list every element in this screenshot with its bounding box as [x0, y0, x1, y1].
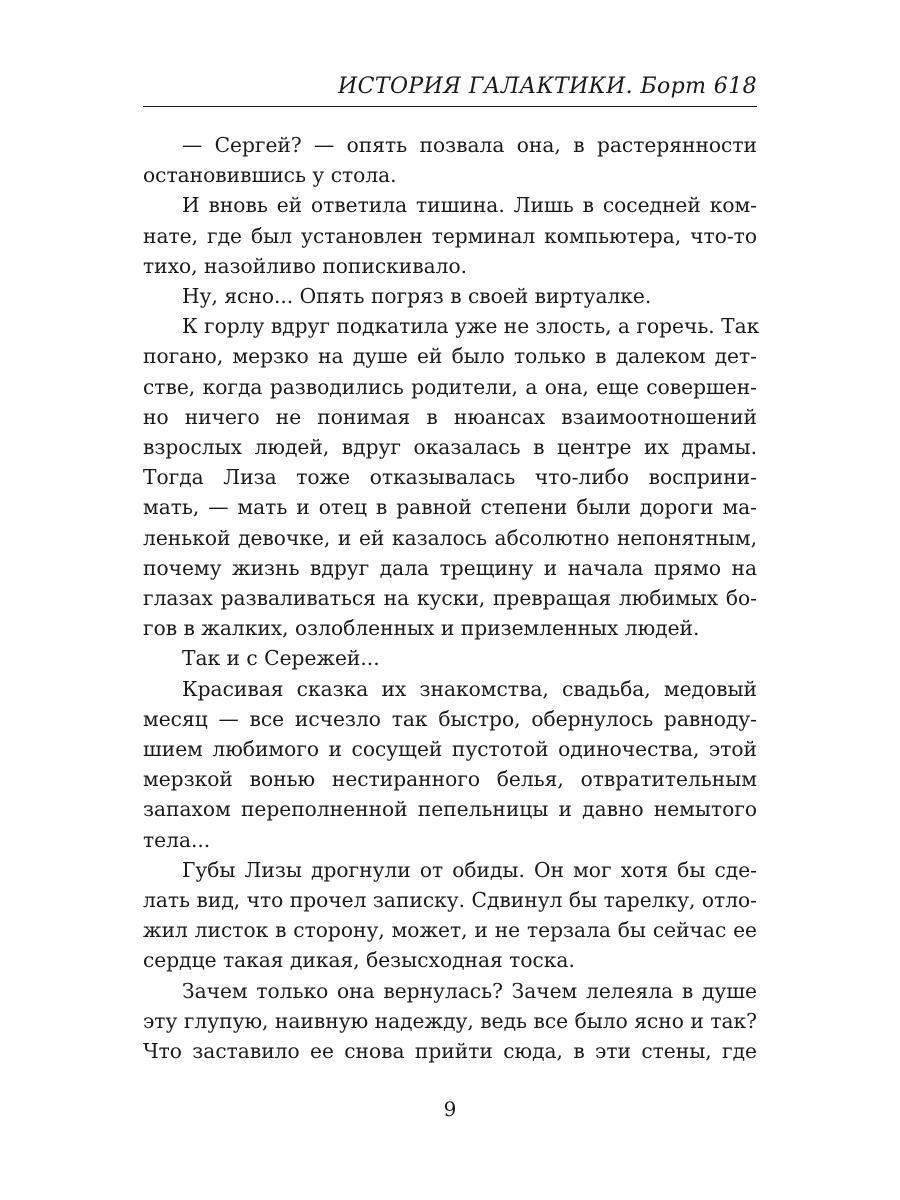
- text-line: погано, мерзко на душе ей было только в далеком дет-: [143, 344, 757, 369]
- text-line: гов в жалких, озлобленных и приземленных людей.: [143, 616, 700, 641]
- body-text: [143, 130, 760, 1066]
- paragraph: [143, 130, 757, 190]
- header-rule: [143, 106, 757, 107]
- text-line: месяц — все исчезло так быстро, обернулось равноду-: [143, 706, 757, 731]
- text-line: запахом переполненной пепельницы и давно немытого: [143, 797, 757, 822]
- text-line: тихо, назойливо попискивало.: [143, 253, 468, 278]
- text-line: но ничего не понимая в нюансах взаимоотношений: [143, 404, 757, 429]
- text-line: жил листок в сторону, может, и не терзала бы сейчас ее: [143, 918, 757, 943]
- text-line: эту глупую, наивную надежду, ведь все было ясно и так?: [143, 1008, 757, 1033]
- paragraph: [143, 674, 757, 855]
- text-line: Тогда Лиза тоже отказывалась что-либо восприни-: [143, 465, 757, 490]
- page-number: 9: [443, 1097, 457, 1121]
- text-line: К горлу вдруг подкатила уже не злость, а горечь. Так: [182, 314, 760, 339]
- text-line: почему жизнь вдруг дала трещину и начала прямо на: [143, 555, 757, 580]
- text-line: Что заставило ее снова прийти сюда, в эти стены, где: [143, 1039, 757, 1064]
- text-line: Губы Лизы дрогнули от обиды. Он мог хотя бы сде-: [182, 857, 757, 882]
- text-line: мать, — мать и отец в равной степени были дороги ма-: [143, 495, 757, 520]
- text-line: стве, когда разводились родители, а она, еще совершен-: [143, 374, 757, 399]
- paragraph: [143, 855, 757, 976]
- paragraph: [143, 281, 757, 311]
- paragraph: [143, 976, 757, 1067]
- text-line: глазах разваливаться на куски, превращая любимых бо-: [143, 586, 757, 611]
- text-line: взрослых людей, вдруг оказалась в центре их драмы.: [143, 435, 757, 460]
- text-line: — Сергей? — опять позвала она, в растерянности: [182, 133, 757, 157]
- text-line: шием любимого и сосущей пустотой одиночества, этой: [143, 737, 757, 762]
- text-line: мерзкой вонью нестиранного белья, отвратительным: [143, 767, 757, 792]
- text-line: лать вид, что прочел записку. Сдвинул бы тарелку, отло-: [143, 888, 757, 913]
- paragraph: [143, 190, 757, 281]
- paragraph: [143, 643, 757, 673]
- paragraph: [143, 311, 760, 643]
- text-line: Ну, ясно... Опять погряз в своей виртуалке.: [182, 284, 652, 309]
- text-line: сердце такая дикая, безысходная тоска.: [143, 948, 575, 973]
- text-line: Красивая сказка их знакомства, свадьба, медовый: [182, 676, 757, 701]
- text-line: И вновь ей ответила тишина. Лишь в соседней ком-: [182, 193, 757, 218]
- text-line: тела...: [143, 827, 211, 852]
- text-line: остановившись у стола.: [143, 163, 397, 188]
- text-line: Зачем только она вернулась? Зачем лелеяла в душе: [182, 978, 757, 1003]
- text-line: ленькой девочке, и ей казалось абсолютно непонятным,: [143, 525, 757, 550]
- text-line: Так и с Сережей...: [182, 646, 380, 671]
- text-line: нате, где был установлен терминал компьютера, что-то: [143, 223, 757, 248]
- running-head-title: ИСТОРИЯ ГАЛАКТИКИ. Борт 618: [338, 74, 757, 99]
